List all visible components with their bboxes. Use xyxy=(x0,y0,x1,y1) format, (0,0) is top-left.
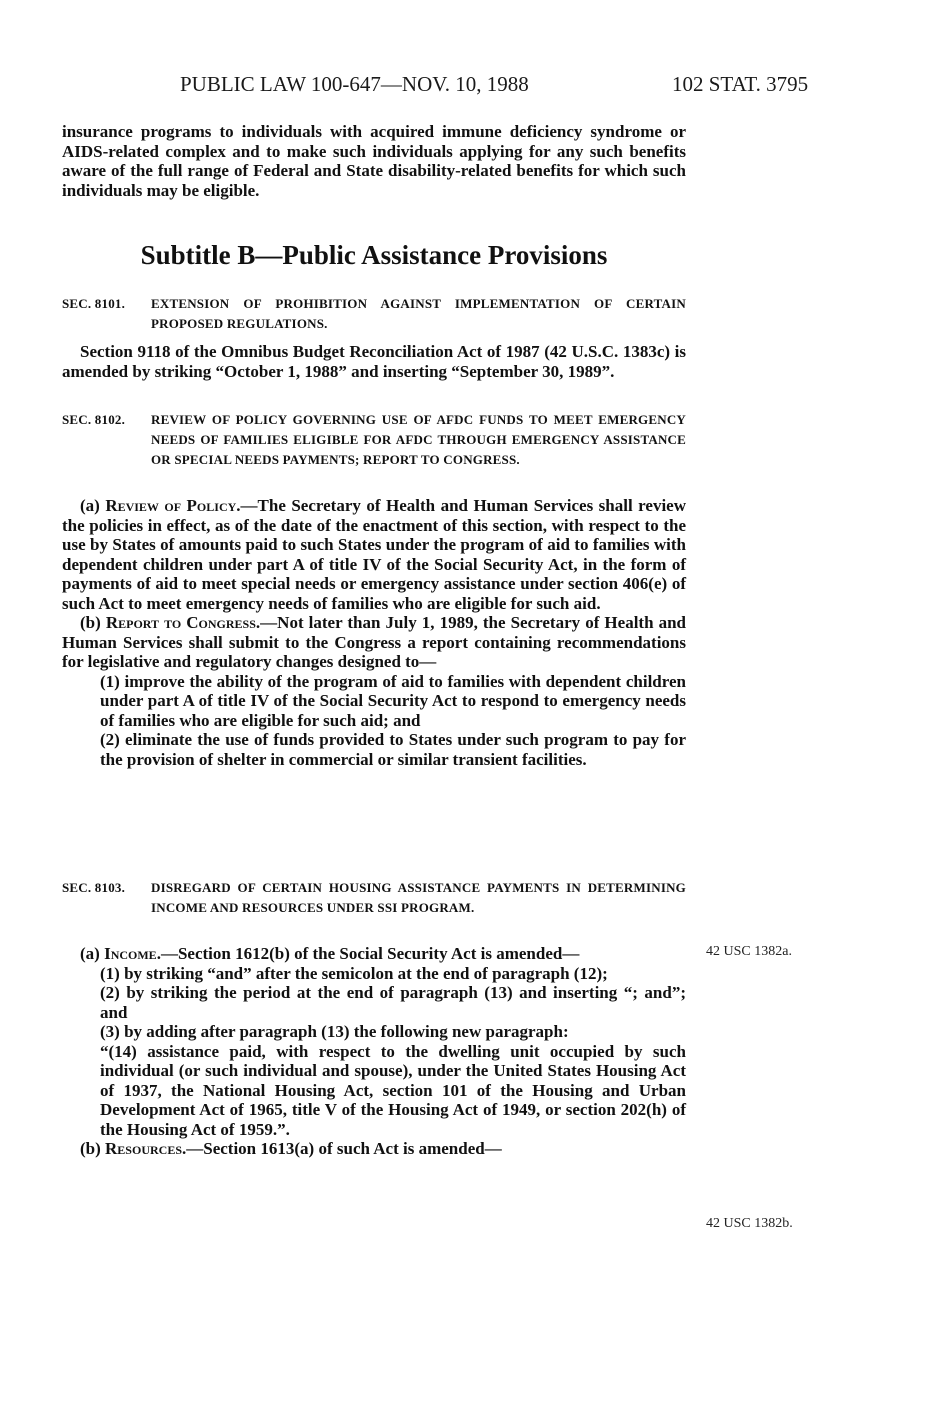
section-8103-quoted-paragraph-14: “(14) assistance paid, with respect to the dwelling unit occupied by such individual (or such individual and spouse), under the United States Housing Act of 1937, the National Housing Act, section 101 of the Housing and Urban Development Act of 1965, title V of the Housing Act of 1949, or section 202(h) of the Housing Act of 1959.”. xyxy=(100,1041,686,1139)
section-8103-body xyxy=(62,944,686,1159)
running-header-law: PUBLIC LAW 100-647—NOV. 10, 1988 xyxy=(180,72,529,96)
margin-note-42-usc-1382b: 42 USC 1382b. xyxy=(706,1216,793,1231)
section-8101-heading xyxy=(62,294,686,334)
subsection-a-label: (a) xyxy=(80,944,100,963)
section-8102-body xyxy=(62,496,686,769)
margin-note-42-usc-1382a: 42 USC 1382a. xyxy=(706,944,792,959)
subsection-b-heading: Report to Congress. xyxy=(105,613,261,632)
section-8101-title: EXTENSION OF PROHIBITION AGAINST IMPLEMENTATION OF CERTAIN PROPOSED REGULATIONS. xyxy=(151,296,686,331)
section-8102-title: REVIEW OF POLICY GOVERNING USE OF AFDC FUNDS TO MEET EMERGENCY NEEDS OF FAMILIES ELIGIBLE FOR AFDC THROUGH EMERGENCY ASSISTANCE OR SPECIAL NEEDS PAYMENTS; REPORT TO CONGRESS. xyxy=(151,412,686,467)
section-8103-paragraph-1: (1) by striking “and” after the semicolon at the end of paragraph (12); xyxy=(100,963,608,983)
subsection-b-text: —Section 1613(a) of such Act is amended— xyxy=(186,1139,502,1158)
section-8102-paragraph-1: (1) improve the ability of the program of aid to families with dependent children under part A of title IV of the Social Security Act to respond to emergency needs of families who are eligible for such aid; and xyxy=(100,671,686,730)
intro-paragraph: insurance programs to individuals with acquired immune deficiency syndrome or AIDS-related complex and to make such individuals applying for any such benefits aware of the full range of Federal and State disability-related benefits for which such individuals may be eligible. xyxy=(62,122,686,200)
section-8102-paragraph-2: (2) eliminate the use of funds provided to States under such program to pay for the provision of shelter in commercial or similar transient facilities. xyxy=(100,730,686,769)
subtitle-heading: Subtitle B—Public Assistance Provisions xyxy=(140,240,608,270)
subsection-a-heading: Review of Policy. xyxy=(105,496,241,515)
running-header-stat: 102 STAT. 3795 xyxy=(672,72,809,96)
section-8101-text: Section 9118 of the Omnibus Budget Reconciliation Act of 1987 (42 U.S.C. 1383c) is amended by striking “October 1, 1988” and inserting “September 30, 1989”. xyxy=(62,342,686,381)
subsection-b-text: —Not later than July 1, 1989, the Secretary of Health and Human Services shall submit to the Congress a report containing recommendations for legislative and regulatory changes designed to— xyxy=(62,613,687,671)
subsection-a-heading: Income. xyxy=(104,944,161,963)
intro-block xyxy=(62,122,686,200)
subsection-b-heading: Resources. xyxy=(105,1139,187,1158)
section-8102-heading xyxy=(62,410,686,470)
subsection-b-label: (b) xyxy=(80,613,101,632)
section-8102-number: SEC. 8102. xyxy=(62,412,126,427)
section-8103-number: SEC. 8103. xyxy=(62,880,126,895)
section-8102-subsection-a xyxy=(62,496,686,613)
section-8103-subsection-a xyxy=(62,944,686,964)
subsection-b-label: (b) xyxy=(80,1139,101,1158)
subsection-a-text: —Section 1612(b) of the Social Security Act is amended— xyxy=(160,944,580,963)
section-8103-heading xyxy=(62,878,686,918)
section-8102-subsection-b xyxy=(62,613,686,672)
section-8103-paragraph-2: (2) by striking the period at the end of paragraph (13) and inserting “; and”; and xyxy=(100,983,686,1022)
section-8103-paragraph-3: (3) by adding after paragraph (13) the following new paragraph: xyxy=(100,1022,569,1041)
section-8103-title: DISREGARD OF CERTAIN HOUSING ASSISTANCE PAYMENTS IN DETERMINING INCOME AND RESOURCES UNDER SSI PROGRAM. xyxy=(151,880,686,915)
subsection-a-label: (a) xyxy=(80,496,100,515)
section-8101-number: SEC. 8101. xyxy=(62,296,126,311)
subsection-a-text: —The Secretary of Health and Human Services shall review the policies in effect, as of the date of the enactment of this section, with respect to the use by States of amounts paid to such States under the program of aid to families with dependent children under part A of title IV of the Social Security Act, in the form of payments of aid to meet special needs or emergency assistance under section 406(e) of such Act to meet emergency needs of families who are eligible for such aid. xyxy=(62,496,687,613)
section-8103-subsection-b xyxy=(62,1139,686,1159)
section-8101-body xyxy=(62,342,686,381)
